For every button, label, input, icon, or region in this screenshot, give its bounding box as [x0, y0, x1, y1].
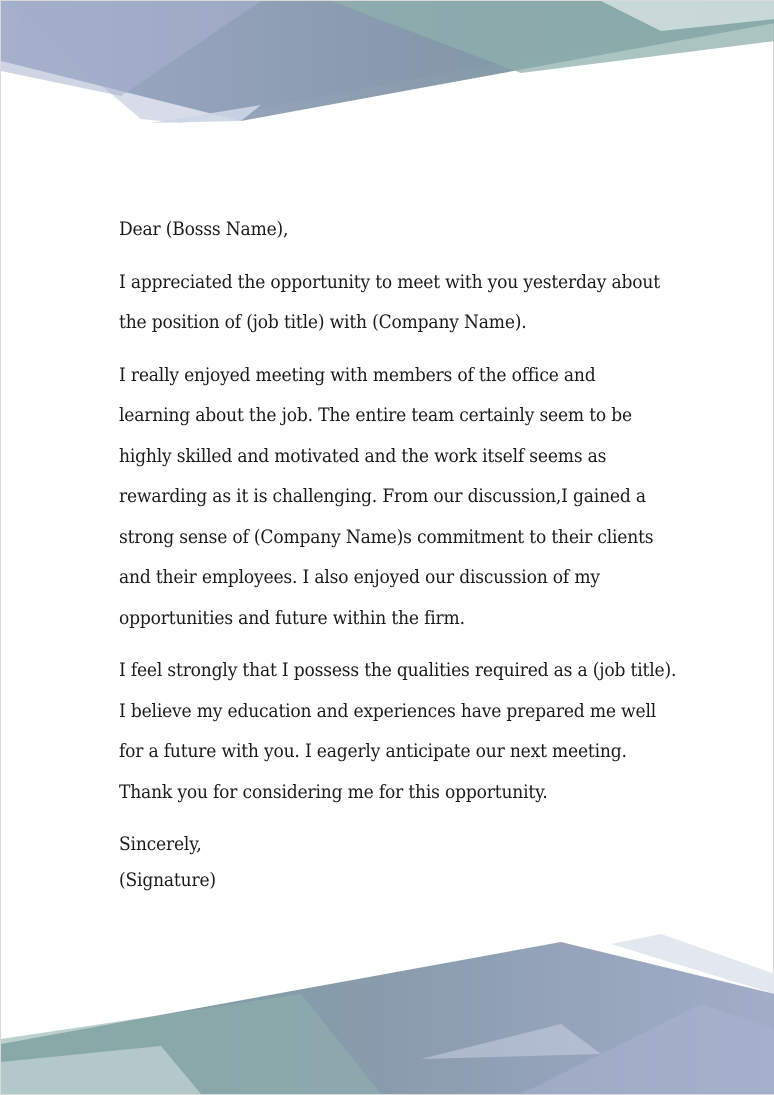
- paragraph-1-line: I appreciated the opportunity to meet with you yesterday about: [119, 270, 660, 293]
- paragraph-2-line: opportunities and future within the firm.: [119, 606, 465, 629]
- signature-text: (Signature): [119, 869, 216, 891]
- closing-text: Sincerely,: [119, 833, 202, 855]
- salutation-text: Dear (Bosss Name),: [119, 218, 289, 240]
- paragraph-2: [119, 355, 654, 639]
- paragraph-2-line: rewarding as it is challenging. From our discussion,I gained a: [119, 485, 646, 507]
- paragraph-2-line: strong sense of (Company Name)s commitment to their clients: [119, 525, 654, 548]
- bottom-decorative-band: [1, 934, 774, 1094]
- letter-body: [119, 209, 677, 898]
- salutation: [119, 209, 623, 250]
- paragraph-3-line: I feel strongly that I possess the qualities required as a (job title).: [119, 659, 677, 681]
- paragraph-3-line: I believe my education and experiences have prepared me well: [119, 699, 657, 722]
- paragraph-2-line: learning about the job. The entire team certainly seem to be: [119, 404, 632, 426]
- paragraph-1-line: the position of (job title) with (Company Name).: [119, 311, 527, 333]
- top-decorative-band: [1, 1, 774, 131]
- paragraph-2-line: and their employees. I also enjoyed our discussion of my: [119, 566, 600, 588]
- paragraph-3-line: Thank you for considering me for this opportunity.: [119, 780, 548, 803]
- closing-block: [119, 826, 623, 898]
- paragraph-2-line: I really enjoyed meeting with members of the office and: [119, 363, 596, 386]
- paragraph-3: [119, 650, 677, 812]
- paragraph-2-line: highly skilled and motivated and the work itself seems as: [119, 444, 607, 467]
- paragraph-3-line: for a future with you. I eagerly anticipate our next meeting.: [119, 740, 627, 762]
- paragraph-1: [119, 262, 660, 343]
